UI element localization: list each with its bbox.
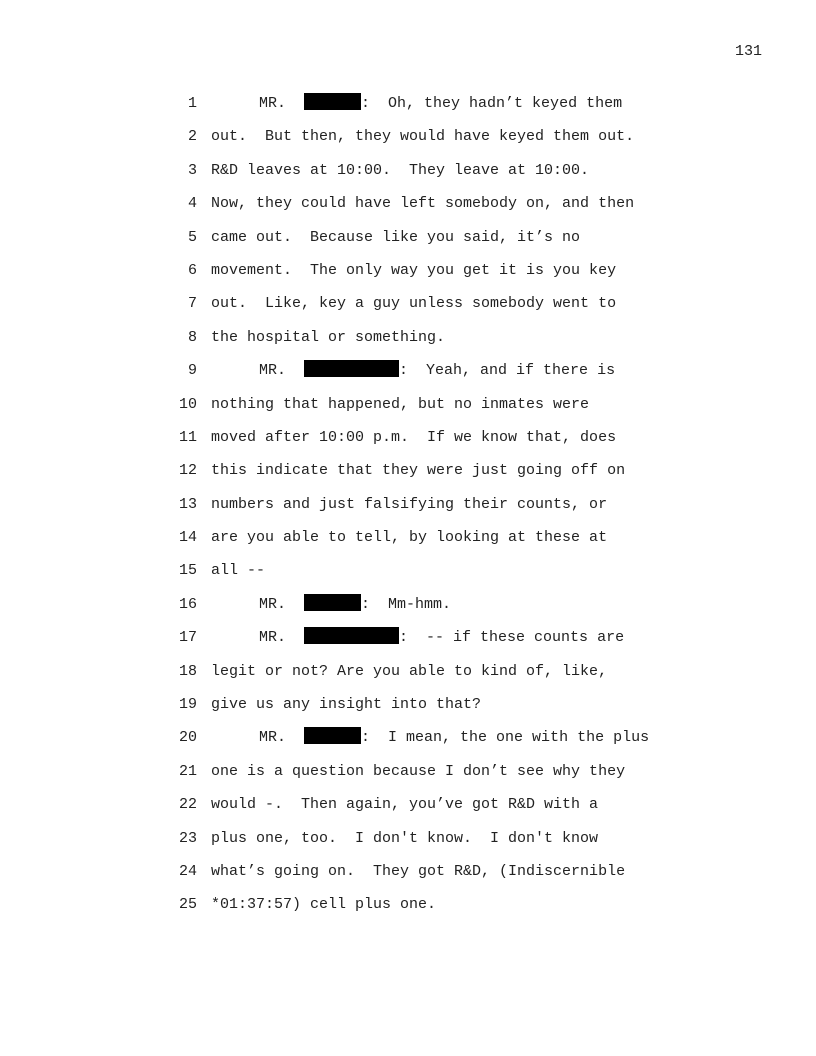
line-number: 15 (178, 562, 197, 580)
speaker-label: MR. (259, 595, 287, 613)
line-text: moved after 10:00 p.m. If we know that, does (211, 428, 617, 446)
line-text: came out. Because like you said, it’s no (211, 228, 581, 246)
transcript-line (160, 692, 720, 725)
line-number: 24 (178, 862, 197, 880)
line-number: 1 (187, 95, 197, 112)
line-number: 8 (187, 328, 197, 346)
transcript-line (160, 325, 720, 358)
line-text: would -. Then again, you’ve got R&D with a (211, 796, 599, 814)
line-number: 9 (187, 362, 197, 380)
line-text (211, 592, 451, 618)
transcript-line (160, 392, 720, 425)
spoken-text: : -- if these counts are (399, 629, 625, 647)
line-number: 11 (178, 428, 197, 446)
line-number: 2 (187, 128, 197, 146)
transcript-line (160, 291, 720, 324)
line-text: give us any insight into that? (211, 696, 482, 714)
transcript-line (160, 91, 720, 124)
line-text: *01:37:57) cell plus one. (211, 896, 437, 914)
transcript-line (160, 725, 720, 758)
spoken-text: : Oh, they hadn’t keyed them (361, 95, 623, 112)
line-number: 17 (178, 629, 197, 647)
redaction-box (304, 93, 361, 110)
line-number: 4 (187, 195, 197, 213)
transcript-line (160, 892, 720, 925)
line-text: movement. The only way you get it is you key (211, 261, 617, 279)
line-text: out. But then, they would have keyed them out. (211, 128, 635, 146)
transcript-line (160, 525, 720, 558)
transcript-line (160, 191, 720, 224)
line-text (211, 625, 624, 651)
speaker-label: MR. (259, 362, 287, 380)
line-text: the hospital or something. (211, 328, 446, 346)
line-number: 13 (178, 495, 197, 513)
speaker-label: MR. (259, 95, 287, 112)
transcript-line (160, 158, 720, 191)
line-number: 20 (178, 729, 197, 747)
transcript-line (160, 258, 720, 291)
transcript-line (160, 358, 720, 391)
line-text: R&D leaves at 10:00. They leave at 10:00. (211, 161, 590, 179)
redaction-box (304, 594, 361, 611)
spoken-text: : Mm-hmm. (361, 595, 452, 613)
line-number: 18 (178, 662, 197, 680)
transcript-body (160, 91, 720, 926)
line-number: 25 (178, 896, 197, 914)
transcript-line (160, 425, 720, 458)
transcript-line (160, 659, 720, 692)
line-number: 6 (187, 261, 197, 279)
page-number: 131 (734, 43, 762, 60)
line-text: plus one, too. I don't know. I don't know (211, 829, 599, 847)
line-number: 14 (178, 529, 197, 547)
line-text: this indicate that they were just going off on (211, 462, 626, 480)
line-text: Now, they could have left somebody on, and then (211, 195, 635, 213)
line-number: 21 (178, 762, 197, 780)
speaker-label: MR. (259, 629, 287, 647)
spoken-text: : Yeah, and if there is (399, 362, 616, 380)
line-number: 12 (178, 462, 197, 480)
line-number: 7 (187, 295, 197, 313)
line-number: 3 (187, 161, 197, 179)
transcript-line (160, 792, 720, 825)
transcript-line (160, 492, 720, 525)
transcript-line (160, 458, 720, 491)
transcript-line (160, 225, 720, 258)
line-number: 19 (178, 696, 197, 714)
line-number: 23 (178, 829, 197, 847)
line-number: 10 (178, 395, 197, 413)
line-text: one is a question because I don’t see why they (211, 762, 626, 780)
redaction-box (304, 360, 399, 377)
speaker-label: MR. (259, 729, 287, 747)
line-text: nothing that happened, but no inmates were (211, 395, 590, 413)
line-number: 16 (178, 595, 197, 613)
transcript-line (160, 759, 720, 792)
line-text: out. Like, key a guy unless somebody went to (211, 295, 617, 313)
redaction-box (304, 627, 399, 644)
line-text: legit or not? Are you able to kind of, like, (211, 662, 608, 680)
line-text: are you able to tell, by looking at these at (211, 529, 608, 547)
line-text (211, 725, 649, 751)
transcript-line (160, 558, 720, 591)
line-text: numbers and just falsifying their counts, or (211, 495, 608, 513)
transcript-line (160, 826, 720, 859)
line-text: all -- (211, 562, 266, 580)
spoken-text: : I mean, the one with the plus (361, 729, 650, 747)
transcript-line (160, 859, 720, 892)
line-text (211, 91, 622, 117)
line-text (211, 358, 615, 384)
redaction-box (304, 727, 361, 744)
transcript-line (160, 124, 720, 157)
line-text: what’s going on. They got R&D, (Indiscernible (211, 862, 626, 880)
line-number: 5 (187, 228, 197, 246)
transcript-line (160, 625, 720, 658)
line-number: 22 (178, 796, 197, 814)
transcript-line (160, 592, 720, 625)
